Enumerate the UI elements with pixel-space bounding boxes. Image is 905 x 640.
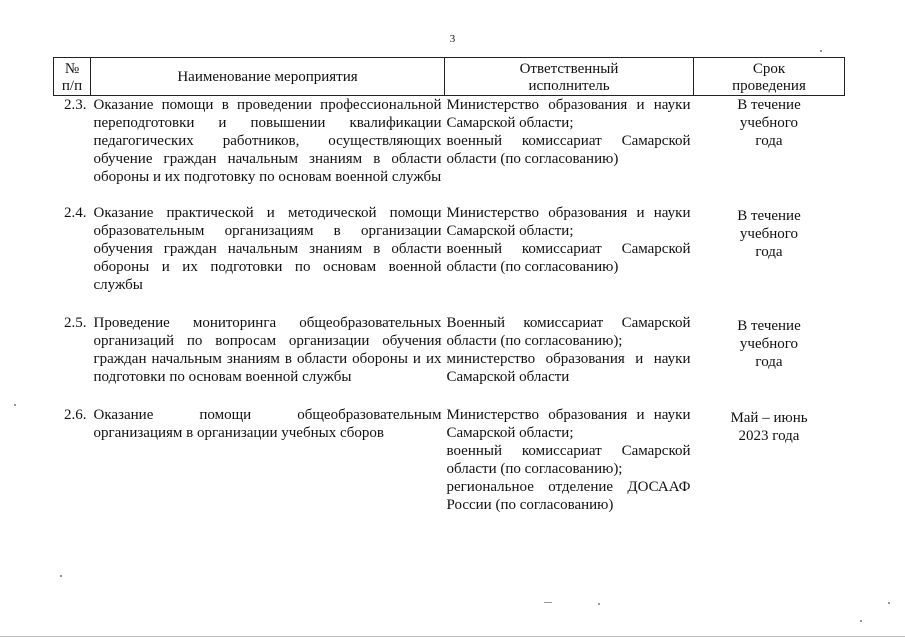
scan-speck <box>860 620 862 622</box>
scan-speck <box>888 602 890 604</box>
table-row <box>54 406 845 514</box>
row-term: В течение учебного года <box>737 208 801 260</box>
row-term: В течение учебного года <box>737 318 801 370</box>
scan-edge-line <box>0 636 905 637</box>
row-term: В течение учебного года <box>737 97 801 149</box>
scan-speck <box>60 575 62 577</box>
events-table <box>53 57 845 514</box>
row-event-name: Оказание помощи общеобразовательным организациям в организации учебных сборов <box>93 407 442 441</box>
row-number: 2.4. <box>64 205 87 221</box>
table-row <box>54 204 845 294</box>
table-row <box>54 314 845 386</box>
row-number: 2.6. <box>64 407 87 423</box>
row-executor: Военный комиссариат Самарской области (по согласованию); министерство образования и науки Самарской области <box>446 315 691 385</box>
scan-speck <box>598 603 600 605</box>
row-event-name: Оказание практической и методической помощи образовательным организациям в организации обучения граждан начальным знаниям в области обороны и их подготовки по основам военной службы <box>93 205 442 293</box>
header-number: № п/п <box>54 58 91 96</box>
scan-speck <box>820 50 822 52</box>
table-header-row <box>54 58 845 96</box>
header-executor: Ответственный исполнитель <box>445 58 694 96</box>
header-term: Срок проведения <box>694 58 845 96</box>
table-row <box>54 96 845 187</box>
scan-mark <box>544 602 552 603</box>
scan-speck <box>14 404 16 406</box>
row-executor: Министерство образования и науки Самарской области; военный комиссариат Самарской области (по согласованию) <box>446 97 691 167</box>
row-event-name: Оказание помощи в проведении профессиональной переподготовки и повышении квалификации педагогических работников, осуществляющих обучение граждан начальным знаниям в области обороны и их подготовку по основам военной службы <box>93 97 442 185</box>
header-name: Наименование мероприятия <box>91 58 445 96</box>
row-number: 2.5. <box>64 315 87 331</box>
row-term: Май – июнь 2023 года <box>730 410 808 444</box>
row-executor: Министерство образования и науки Самарской области; военный комиссариат Самарской области (по согласованию); региональное отделение ДОСААФ России (по согласованию) <box>446 407 691 513</box>
row-executor: Министерство образования и науки Самарской области; военный комиссариат Самарской области (по согласованию) <box>446 205 691 275</box>
page-number: 3 <box>449 33 456 45</box>
row-event-name: Проведение мониторинга общеобразовательных организаций по вопросам организации обучения граждан начальным знаниям в области обороны и их подготовки по основам военной службы <box>93 315 442 385</box>
row-number: 2.3. <box>64 97 87 113</box>
